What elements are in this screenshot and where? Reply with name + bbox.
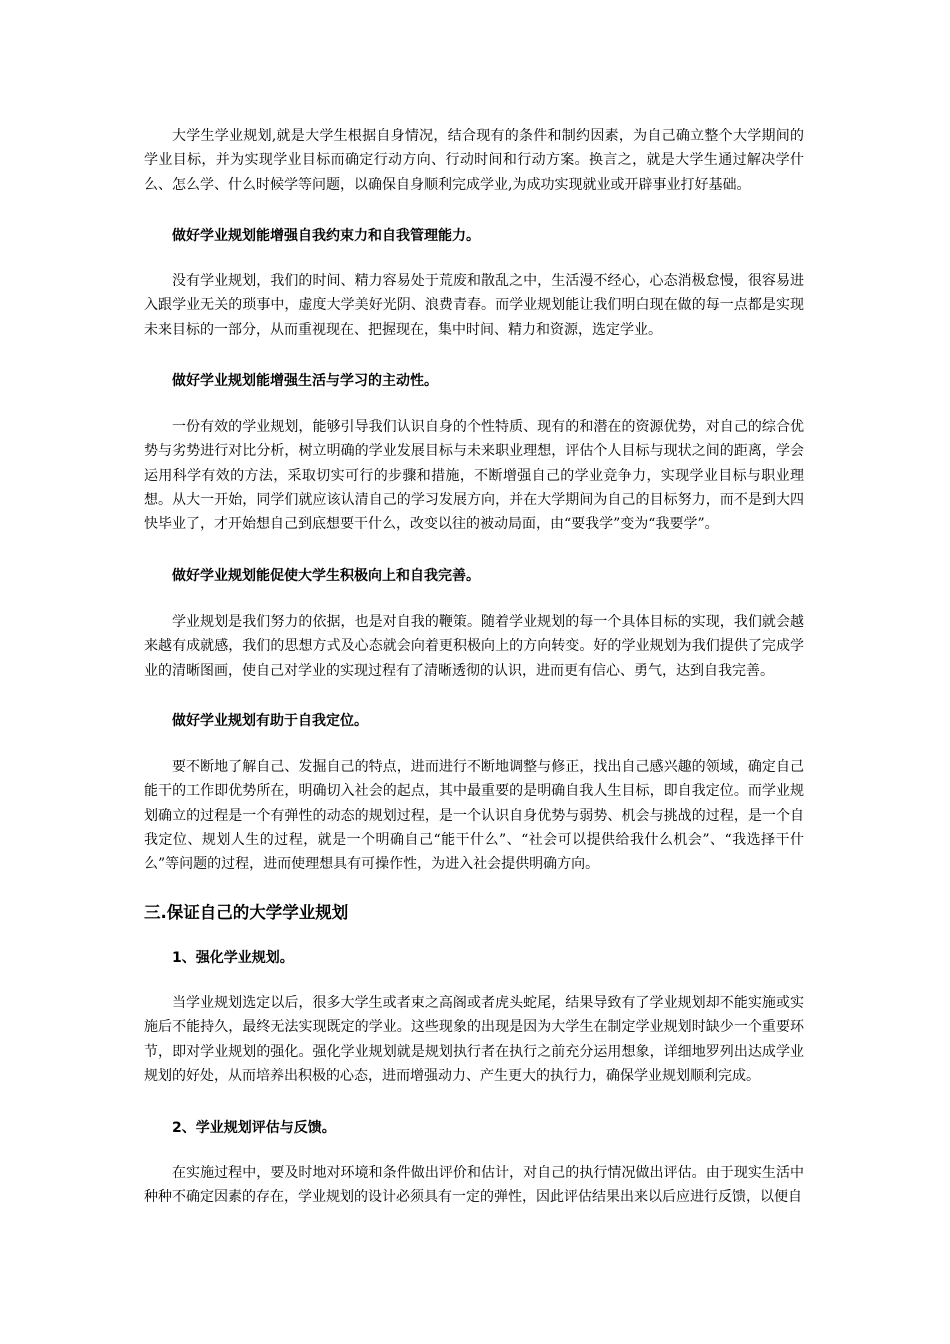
paragraph-evaluation: 在实施过程中，要及时地对环境和条件做出评价和估计，对自己的执行情况做出评估。由于现实生活中种种不确定因素的存在，学业规划的设计必须具有一定的弹性，因此评估结果出来以后应进行反馈，以便自	[144, 1165, 804, 1206]
subheading-strengthen: 1、强化学业规划。	[172, 950, 294, 966]
paragraph-self-discipline: 没有学业规划，我们的时间、精力容易处于荒废和散乱之中，生活漫不经心，心态消极怠慢，很容易进入跟学业无关的琐事中，虚度大学美好光阴、浪费青春。而学业规划能让我们明白现在做的每一点都是实现未来目标的一部分，从而重视现在、把握现在，集中时间、精力和资源，选定学业。	[144, 273, 804, 338]
paragraph-initiative: 一份有效的学业规划，能够引导我们认识自身的个性特质、现有的和潜在的资源优势，对自己的综合优势与劣势进行对比分析，树立明确的学业发展目标与未来职业理想，评估个人目标与现状之间的距离，学会运用科学有效的方法，采取切实可行的步骤和措施，不断增强自己的学业竞争力，实现学业目标与职业理想。从大一开始，同学们就应该认清自己的学习发展方向，并在大学期间为自己的目标努力，而不是到大四快毕业了，才开始想自己到底想要干什么，改变以往的被动局面，由“要我学”变为“我要学”。	[144, 419, 804, 533]
subheading-self-improvement: 做好学业规划能促使大学生积极向上和自我完善。	[172, 568, 480, 584]
subheading-evaluation: 2、学业规划评估与反馈。	[172, 1120, 336, 1136]
section-heading-3: 三.保证自己的大学学业规划	[144, 903, 349, 922]
subheading-self-discipline: 做好学业规划能增强自我约束力和自我管理能力。	[172, 228, 480, 244]
subheading-initiative: 做好学业规划能增强生活与学习的主动性。	[172, 373, 438, 389]
paragraph-self-positioning: 要不断地了解自己、发掘自己的特点，进而进行不断地调整与修正，找出自己感兴趣的领域，确定自己能干的工作即优势所在，明确切入社会的起点，其中最重要的是明确自我人生目标，即自我定位。而学业规划确立的过程是一个有弹性的动态的规划过程，是一个认识自身优势与弱势、机会与挑战的过程，是一个自我定位、规划人生的过程，就是一个明确自己“能干什么”、“社会可以提供给我什么机会”、“我选择干什么”等问题的过程，进而使理想具有可操作性，为进入社会提供明确方向。	[144, 759, 804, 873]
paragraph-self-improvement: 学业规划是我们努力的依据，也是对自我的鞭策。随着学业规划的每一个具体目标的实现，我们就会越来越有成就感，我们的思想方式及心态就会向着更积极向上的方向转变。好的学业规划为我们提供了完成学业的清晰图画，使自己对学业的实现过程有了清晰透彻的认识，进而更有信心、勇气，达到自我完善。	[144, 614, 804, 679]
paragraph-strengthen: 当学业规划选定以后，很多大学生或者束之高阁或者虎头蛇尾，结果导致有了学业规划却不能实施或实施后不能持久，最终无法实现既定的学业。这些现象的出现是因为大学生在制定学业规划时缺少一个重要环节，即对学业规划的强化。强化学业规划就是规划执行者在执行之前充分运用想象，详细地罗列出达成学业规划的好处，从而培养出积极的心态，进而增强动力、产生更大的执行力，确保学业规划顺利完成。	[144, 995, 804, 1084]
subheading-self-positioning: 做好学业规划有助于自我定位。	[172, 713, 368, 729]
intro-paragraph: 大学生学业规划,就是大学生根据自身情况，结合现有的条件和制约因素，为自己确立整个大学期间的学业目标，并为实现学业目标而确定行动方向、行动时间和行动方案。换言之，就是大学生通过解决学什么、怎么学、什么时候学等问题，以确保自身顺利完成学业,为成功实现就业或开辟事业打好基础。	[144, 128, 804, 193]
